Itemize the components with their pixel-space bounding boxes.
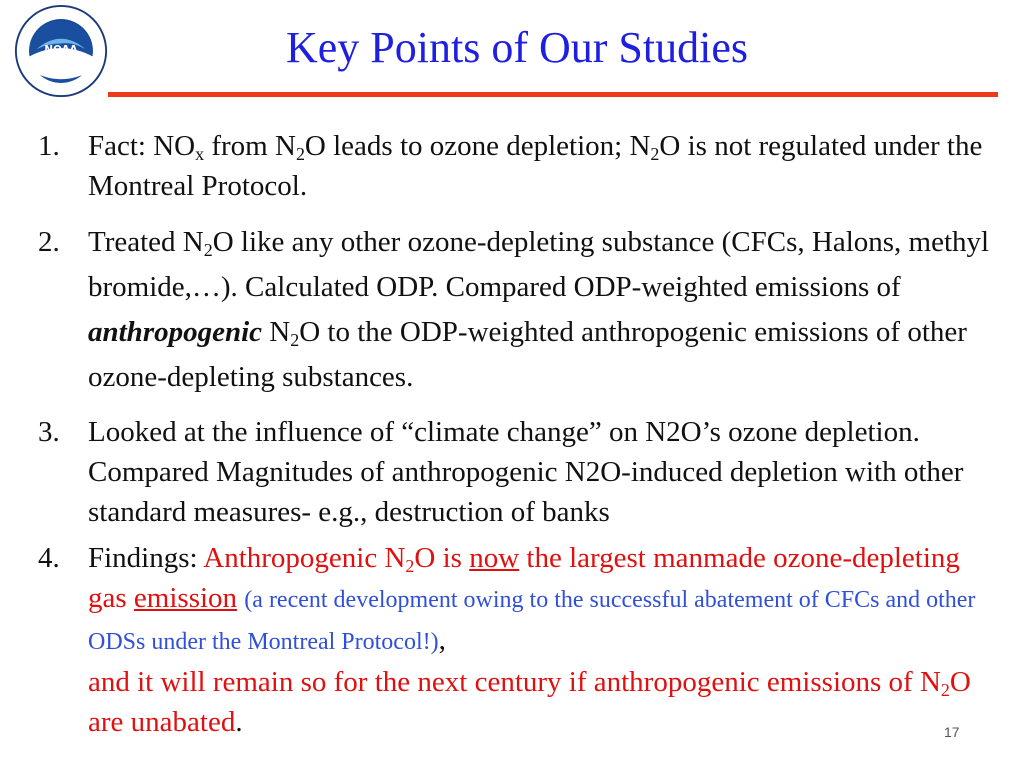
list-item [38, 220, 998, 400]
list-item [38, 538, 998, 742]
key-points-list [38, 126, 998, 742]
item-number: 3. [38, 416, 60, 448]
item-text: Fact: $NO_x$ from $N_2O$ leads to ozone depletion; $N_2O$ is not regulated under the Montreal Protocol. [88, 130, 983, 202]
title-divider [108, 92, 998, 97]
slide-title: Key Points of Our Studies [286, 23, 748, 72]
list-item [38, 412, 998, 532]
item-number: 2. [38, 226, 60, 258]
svg-text:NOAA: NOAA [44, 43, 78, 56]
page-number: 17 [944, 724, 960, 740]
list-item [38, 126, 998, 206]
item-text: Looked at the influence of “climate change” on N2O’s ozone depletion. Compared Magnitudes of anthropogenic N2O-induced depletion with other standard measures- e.g., destruction of banks [88, 416, 964, 528]
note-text: (a recent development owing to the successful abatement of CFCs and other ODSs under the Montreal Protocol!) [88, 587, 976, 655]
item-number: 4. [38, 542, 60, 574]
item-text: Findings: Anthropogenic $N_2O$ is now the largest manmade ozone-depleting gas emission (a recent development owing to the successful abatement of CFCs and other ODSs under the Montreal Protocol!), and it will remain so for the next century if anthropogenic emissions of $N_2O$ are unabated. [88, 542, 976, 738]
item-number: 1. [38, 130, 60, 162]
item-text: Treated $N_2O$ like any other ozone-depleting substance (CFCs, Halons, methyl bromide,…). Calculated ODP. Compared ODP-weighted emissions of anthropogenic $N_2O$ to the ODP-weighted anthropogenic emissions of other ozone-depleting substances. [88, 226, 990, 393]
emphasis-anthropogenic: anthropogenic [88, 316, 263, 348]
